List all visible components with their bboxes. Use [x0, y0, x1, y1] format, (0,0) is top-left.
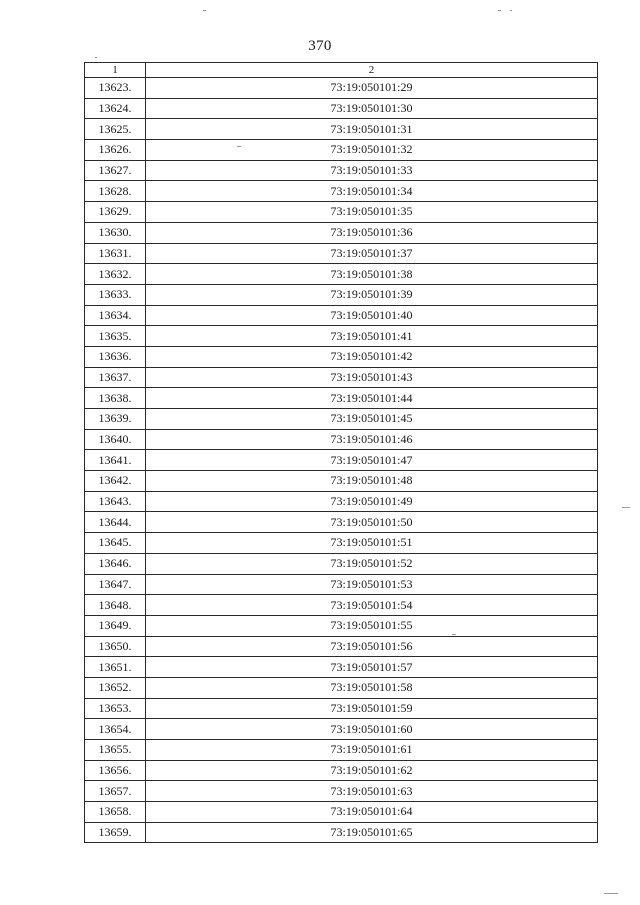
cadastral-number-cell: 73:19:050101:35: [146, 202, 598, 223]
table-row: [85, 222, 598, 243]
table-row: [85, 657, 598, 678]
table-row: [85, 553, 598, 574]
cadastral-number-cell: 73:19:050101:57: [146, 657, 598, 678]
table-row: [85, 429, 598, 450]
row-number-cell: 13641.: [85, 450, 146, 471]
table-row: [85, 698, 598, 719]
cadastral-number-cell: 73:19:050101:50: [146, 512, 598, 533]
cadastral-number-cell: 73:19:050101:30: [146, 98, 598, 119]
scan-speck: [452, 634, 456, 635]
table-row: [85, 388, 598, 409]
cadastral-number-cell: 73:19:050101:62: [146, 760, 598, 781]
row-number-cell: 13632.: [85, 264, 146, 285]
cadastral-number-cell: 73:19:050101:29: [146, 78, 598, 99]
table-row: [85, 181, 598, 202]
table-row: [85, 677, 598, 698]
row-number-cell: 13630.: [85, 222, 146, 243]
cadastral-number-cell: 73:19:050101:43: [146, 367, 598, 388]
row-number-cell: 13635.: [85, 326, 146, 347]
table-row: [85, 305, 598, 326]
cadastral-number-cell: 73:19:050101:54: [146, 595, 598, 616]
cadastral-number-cell: 73:19:050101:64: [146, 802, 598, 823]
table-row: [85, 264, 598, 285]
row-number-cell: 13645.: [85, 533, 146, 554]
row-number-cell: 13623.: [85, 78, 146, 99]
table-row: [85, 409, 598, 430]
table-row: [85, 822, 598, 843]
column-header-1: 1: [85, 63, 146, 78]
page-number: 370: [308, 38, 332, 54]
table-row: [85, 615, 598, 636]
table-row: [85, 719, 598, 740]
scan-speck: [203, 10, 206, 11]
row-number-cell: 13624.: [85, 98, 146, 119]
table-row: [85, 119, 598, 140]
cadastral-number-cell: 73:19:050101:32: [146, 140, 598, 161]
table-row: [85, 367, 598, 388]
table-row: [85, 802, 598, 823]
scan-speck: [510, 10, 512, 11]
cadastral-number-cell: 73:19:050101:60: [146, 719, 598, 740]
table-row: [85, 160, 598, 181]
registry-table: [84, 62, 598, 843]
cadastral-number-cell: 73:19:050101:46: [146, 429, 598, 450]
row-number-cell: 13653.: [85, 698, 146, 719]
table-row: [85, 346, 598, 367]
cadastral-number-cell: 73:19:050101:33: [146, 160, 598, 181]
row-number-cell: 13648.: [85, 595, 146, 616]
row-number-cell: 13650.: [85, 636, 146, 657]
row-number-cell: 13627.: [85, 160, 146, 181]
row-number-cell: 13644.: [85, 512, 146, 533]
header-row: [85, 63, 598, 78]
row-number-cell: 13647.: [85, 574, 146, 595]
cadastral-number-cell: 73:19:050101:42: [146, 346, 598, 367]
row-number-cell: 13638.: [85, 388, 146, 409]
cadastral-number-cell: 73:19:050101:34: [146, 181, 598, 202]
cadastral-number-cell: 73:19:050101:39: [146, 284, 598, 305]
row-number-cell: 13656.: [85, 760, 146, 781]
cadastral-number-cell: 73:19:050101:56: [146, 636, 598, 657]
row-number-cell: 13636.: [85, 346, 146, 367]
scan-speck: [622, 507, 630, 508]
cadastral-number-cell: 73:19:050101:48: [146, 471, 598, 492]
table-row: [85, 533, 598, 554]
cadastral-number-cell: 73:19:050101:31: [146, 119, 598, 140]
column-header-2: 2: [146, 63, 598, 78]
row-number-cell: 13628.: [85, 181, 146, 202]
scan-speck: [95, 57, 97, 58]
row-number-cell: 13643.: [85, 491, 146, 512]
row-number-cell: 13634.: [85, 305, 146, 326]
cadastral-number-cell: 73:19:050101:44: [146, 388, 598, 409]
row-number-cell: 13646.: [85, 553, 146, 574]
row-number-cell: 13655.: [85, 740, 146, 761]
cadastral-number-cell: 73:19:050101:49: [146, 491, 598, 512]
cadastral-number-cell: 73:19:050101:47: [146, 450, 598, 471]
table-row: [85, 326, 598, 347]
row-number-cell: 13658.: [85, 802, 146, 823]
table-row: [85, 740, 598, 761]
row-number-cell: 13640.: [85, 429, 146, 450]
table-row: [85, 471, 598, 492]
scan-speck: [604, 893, 618, 894]
row-number-cell: 13657.: [85, 781, 146, 802]
table-row: [85, 491, 598, 512]
table-row: [85, 243, 598, 264]
cadastral-number-cell: 73:19:050101:51: [146, 533, 598, 554]
cadastral-number-cell: 73:19:050101:65: [146, 822, 598, 843]
table-row: [85, 636, 598, 657]
cadastral-number-cell: 73:19:050101:36: [146, 222, 598, 243]
row-number-cell: 13654.: [85, 719, 146, 740]
table-row: [85, 140, 598, 161]
table-row: [85, 202, 598, 223]
cadastral-number-cell: 73:19:050101:61: [146, 740, 598, 761]
table-row: [85, 574, 598, 595]
cadastral-number-cell: 73:19:050101:41: [146, 326, 598, 347]
cadastral-number-cell: 73:19:050101:37: [146, 243, 598, 264]
table-row: [85, 98, 598, 119]
cadastral-number-cell: 73:19:050101:52: [146, 553, 598, 574]
row-number-cell: 13639.: [85, 409, 146, 430]
row-number-cell: 13642.: [85, 471, 146, 492]
table-row: [85, 595, 598, 616]
table-row: [85, 450, 598, 471]
row-number-cell: 13633.: [85, 284, 146, 305]
row-number-cell: 13637.: [85, 367, 146, 388]
table-row: [85, 760, 598, 781]
table-row: [85, 781, 598, 802]
row-number-cell: 13651.: [85, 657, 146, 678]
cadastral-number-cell: 73:19:050101:45: [146, 409, 598, 430]
row-number-cell: 13649.: [85, 615, 146, 636]
row-number-cell: 13629.: [85, 202, 146, 223]
row-number-cell: 13652.: [85, 677, 146, 698]
cadastral-number-cell: 73:19:050101:38: [146, 264, 598, 285]
row-number-cell: 13631.: [85, 243, 146, 264]
table-body: [85, 78, 598, 843]
scan-speck: [237, 146, 241, 147]
cadastral-number-cell: 73:19:050101:40: [146, 305, 598, 326]
row-number-cell: 13626.: [85, 140, 146, 161]
table-row: [85, 78, 598, 99]
cadastral-number-cell: 73:19:050101:55: [146, 615, 598, 636]
cadastral-number-cell: 73:19:050101:59: [146, 698, 598, 719]
table-row: [85, 284, 598, 305]
table-header: [85, 63, 598, 78]
row-number-cell: 13625.: [85, 119, 146, 140]
table-row: [85, 512, 598, 533]
cadastral-number-cell: 73:19:050101:53: [146, 574, 598, 595]
cadastral-number-cell: 73:19:050101:58: [146, 677, 598, 698]
scan-speck: [498, 10, 501, 11]
row-number-cell: 13659.: [85, 822, 146, 843]
cadastral-number-cell: 73:19:050101:63: [146, 781, 598, 802]
